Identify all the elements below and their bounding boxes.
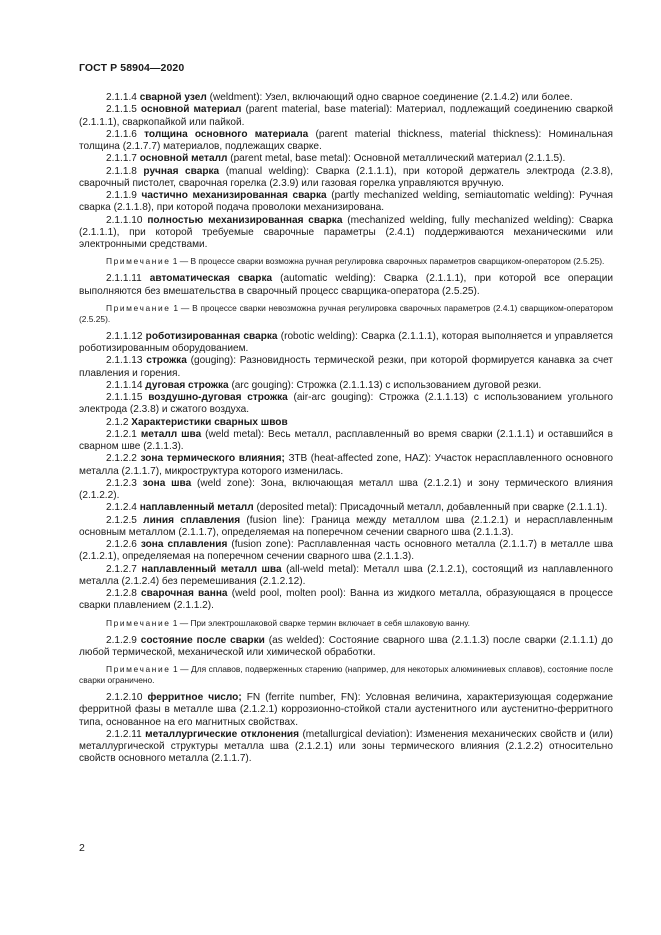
term-paragraph [79, 635, 613, 660]
term-name: сварной узел [139, 92, 207, 103]
term-definition: (gouging): Разновидность термической резки, при которой формируется канавка за счет плавления и горения. [79, 355, 613, 379]
term-name: основной металл [139, 153, 228, 165]
clause-number: 2.1.1.7 [106, 153, 137, 165]
term-paragraph [79, 380, 613, 392]
term-paragraph [79, 692, 613, 729]
term-paragraph [79, 92, 613, 104]
term-paragraph [79, 331, 613, 356]
term-definition: (deposited metal): Присадочный металл, добавленный при сварке (2.1.1.1). [253, 502, 608, 514]
term-paragraph [79, 515, 613, 540]
term-paragraph [79, 539, 613, 564]
term-paragraph [79, 729, 613, 766]
clause-number: 2.1.1.13 [106, 355, 143, 367]
term-paragraph [79, 417, 613, 429]
term-name: ферритное число; [147, 692, 242, 703]
term-name: основной материал [140, 104, 242, 116]
clause-number: 2.1.2.8 [106, 588, 137, 599]
term-paragraph [79, 153, 613, 165]
term-name: строжка [146, 355, 187, 367]
term-paragraph [79, 429, 613, 454]
term-paragraph [79, 478, 613, 503]
term-definition: (weld metal): Весь металл, расплавленный во время сварки (2.1.1.1) и оставшийся в сварном шве (2.1.1.3). [79, 428, 613, 452]
term-definition: (weld pool, molten pool): Ванна из жидкого металла, образующаяся в процессе сварки плавлением (2.1.1.2). [79, 588, 613, 612]
term-paragraph [79, 392, 613, 417]
clause-number: 2.1.2 [106, 416, 129, 428]
term-definition: (parent metal, base metal): Основной металлический материал (2.1.1.5). [227, 153, 566, 165]
clause-number: 2.1.2.10 [106, 692, 143, 703]
term-name: зона шва [142, 477, 192, 489]
term-paragraph [79, 104, 613, 129]
note-text: 1 — В процессе сварки возможна ручная регулировка сварочных параметров сварщиком-оператором (2.5.25). [170, 256, 605, 267]
term-paragraph [79, 588, 613, 613]
term-name: воздушно-дуговая строжка [148, 392, 288, 403]
term-paragraph [79, 215, 613, 252]
term-definition: (parent material thickness, material thickness): Номинальная толщина (2.1.7.7) материалов, подлежащих сварке. [79, 128, 613, 152]
clause-number: 2.1.1.12 [106, 330, 143, 342]
clause-number: 2.1.1.11 [106, 273, 142, 285]
clause-number: 2.1.1.10 [106, 214, 143, 226]
term-name: зона термического влияния; [140, 453, 285, 465]
term-name: состояние после сварки [140, 634, 265, 646]
term-paragraph [79, 564, 613, 589]
clause-number: 2.1.2.4 [106, 502, 137, 514]
term-definition: (parent material, base material): Материал, подлежащий соединению сваркой (2.1.1.1), сваркопайкой или пайкой. [79, 104, 613, 128]
term-paragraph [79, 453, 613, 478]
term-definition: ЗТВ (heat-affected zone, HAZ): Участок нерасплавленного основного металла (2.1.1.7), микроструктура которого изменилась. [79, 453, 613, 477]
term-definition: FN (ferrite number, FN): Условная величина, характеризующая содержание ферритной фазы в металле шва (2.1.2.1) коррозионно-стойкой стали аустенитного или аустенитно-ферритного типа, основанное на его магнитных свойствах. [79, 692, 614, 728]
term-definition: (mechanized welding, fully mechanized welding): Сварка (2.1.1.1), при которой требуемые сварочные параметры (2.4.1) поддерживаются механическими или электронными средствами. [79, 214, 613, 250]
term-name: наплавленный металл [139, 502, 254, 514]
term-name: дуговая строжка [145, 379, 229, 391]
note-text: 1 — В процессе сварки невозможна ручная регулировка сварочных параметров (2.4.1) сварщиком-оператором (2.5.25). [79, 302, 613, 324]
clause-number: 2.1.1.9 [106, 190, 137, 201]
term-paragraph [79, 129, 613, 154]
term-definition: (arc gouging): Строжка (2.1.1.13) с использованием дуговой резки. [228, 379, 542, 391]
clause-number: 2.1.2.2 [106, 453, 137, 465]
term-definition: (robotic welding): Сварка (2.1.1.1), которая выполняется и управляется роботизированным оборудованием. [79, 330, 614, 354]
term-name: линия сплавления [143, 514, 241, 526]
term-definition: (as welded): Состояние сварного шва (2.1.1.3) после сварки (2.1.1.1) до любой термической, механической или химической обработки. [79, 634, 613, 658]
term-definition: (automatic welding): Сварка (2.1.1.1), при которой все операции выполняются без вмешательства в сварочный процесс сварщика-оператора (2.5.25). [79, 273, 613, 297]
note-label: Примечание [106, 617, 171, 628]
term-definition: (weldment): Узел, включающий одно сварное соединение (2.1.4.2) или более. [206, 92, 573, 103]
term-paragraph [79, 273, 613, 298]
clause-number: 2.1.1.14 [106, 379, 143, 391]
note-label: Примечание [106, 664, 171, 674]
term-definition: (air-arc gouging): Строжка (2.1.1.13) с использованием угольного электрода (2.3.8) и сжатого воздуха. [79, 392, 613, 416]
term-definition: (metallurgical deviation): Изменения механических свойств и (или) металлургической структуры металла шва (2.1.2.1) или зоны термического влияния (2.1.2.2) относительно свойств основного металла (2.1.1.7). [79, 728, 614, 765]
term-paragraph [79, 190, 613, 215]
term-name: металл шва [140, 428, 202, 440]
term-name: толщина основного материала [144, 128, 309, 140]
clause-number: 2.1.1.4 [106, 92, 137, 103]
page-number: 2 [79, 842, 85, 854]
clause-number: 2.1.2.5 [106, 514, 137, 526]
term-name: сварочная ванна [141, 588, 228, 599]
clause-number: 2.1.1.15 [106, 392, 143, 403]
clause-number: 2.1.2.6 [106, 539, 137, 550]
term-paragraph [79, 355, 613, 380]
clause-number: 2.1.2.1 [106, 428, 137, 440]
term-definition: (fusion line): Граница между металлом шва (2.1.2.1) и нерасплавленным основным металлом (2.1.1.7), определяемая на поперечном сечении сварного шва (2.1.1.3). [79, 514, 613, 538]
term-name: роботизированная сварка [145, 330, 278, 342]
note-text: 1 — Для сплавов, подверженных старению (например, для некоторых алюминиевых сплавов), состояние после сварки ограничено. [79, 664, 613, 685]
term-name: зона сплавления [140, 539, 228, 550]
term-name: полностью механизированная сварка [147, 214, 343, 226]
note-label: Примечание [106, 302, 171, 313]
clause-number: 2.1.2.11 [106, 728, 142, 740]
clause-number: 2.1.1.8 [106, 165, 137, 177]
clause-number: 2.1.2.9 [106, 634, 137, 646]
note-label: Примечание [106, 256, 171, 267]
term-name: ручная сварка [143, 165, 220, 177]
clause-number: 2.1.2.3 [106, 477, 137, 489]
note-text: 1 — При электрошлаковой сварке термин включает в себя шлаковую ванну. [170, 617, 470, 628]
term-name: наплавленный металл шва [141, 563, 282, 575]
term-definition: (weld zone): Зона, включающая металл шва (2.1.2.1) и зону термического влияния (2.1.2.2). [79, 477, 613, 501]
document-header: ГОСТ Р 58904—2020 [79, 62, 185, 74]
term-definition: (fusion zone): Расплавленная часть основного металла (2.1.1.7) в металле шва (2.1.2.1), определяемая на поперечном сечении сварного шва (2.1.1.3). [79, 539, 614, 563]
term-paragraph [79, 166, 613, 191]
term-paragraph [79, 502, 613, 514]
note-paragraph [79, 303, 613, 325]
term-name: автоматическая сварка [149, 273, 273, 285]
term-definition: (partly mechanized welding, semiautomatic welding): Ручная сварка (2.1.1.8), при которой подача проволоки механизирована. [79, 190, 613, 214]
clause-number: 2.1.1.5 [106, 104, 137, 116]
note-paragraph [79, 618, 613, 629]
clause-number: 2.1.1.6 [106, 128, 137, 140]
term-definition: (all-weld metal): Металл шва (2.1.2.1), состоящий из наплавленного металла (2.1.2.4) без перемешивания (2.1.2.12). [79, 563, 613, 587]
term-name: металлургические отклонения [145, 728, 300, 740]
term-name: частично механизированная сварка [141, 190, 327, 201]
clause-number: 2.1.2.7 [106, 563, 137, 575]
note-paragraph [79, 664, 613, 686]
term-name: Характеристики сварных швов [131, 416, 288, 428]
document-body [79, 92, 613, 766]
note-paragraph [79, 256, 613, 267]
term-definition: (manual welding): Сварка (2.1.1.1), при которой держатель электрода (2.3.8), сварочный пистолет, сварочная горелка (2.3.9) или газовая горелка управляются вручную. [79, 165, 613, 189]
